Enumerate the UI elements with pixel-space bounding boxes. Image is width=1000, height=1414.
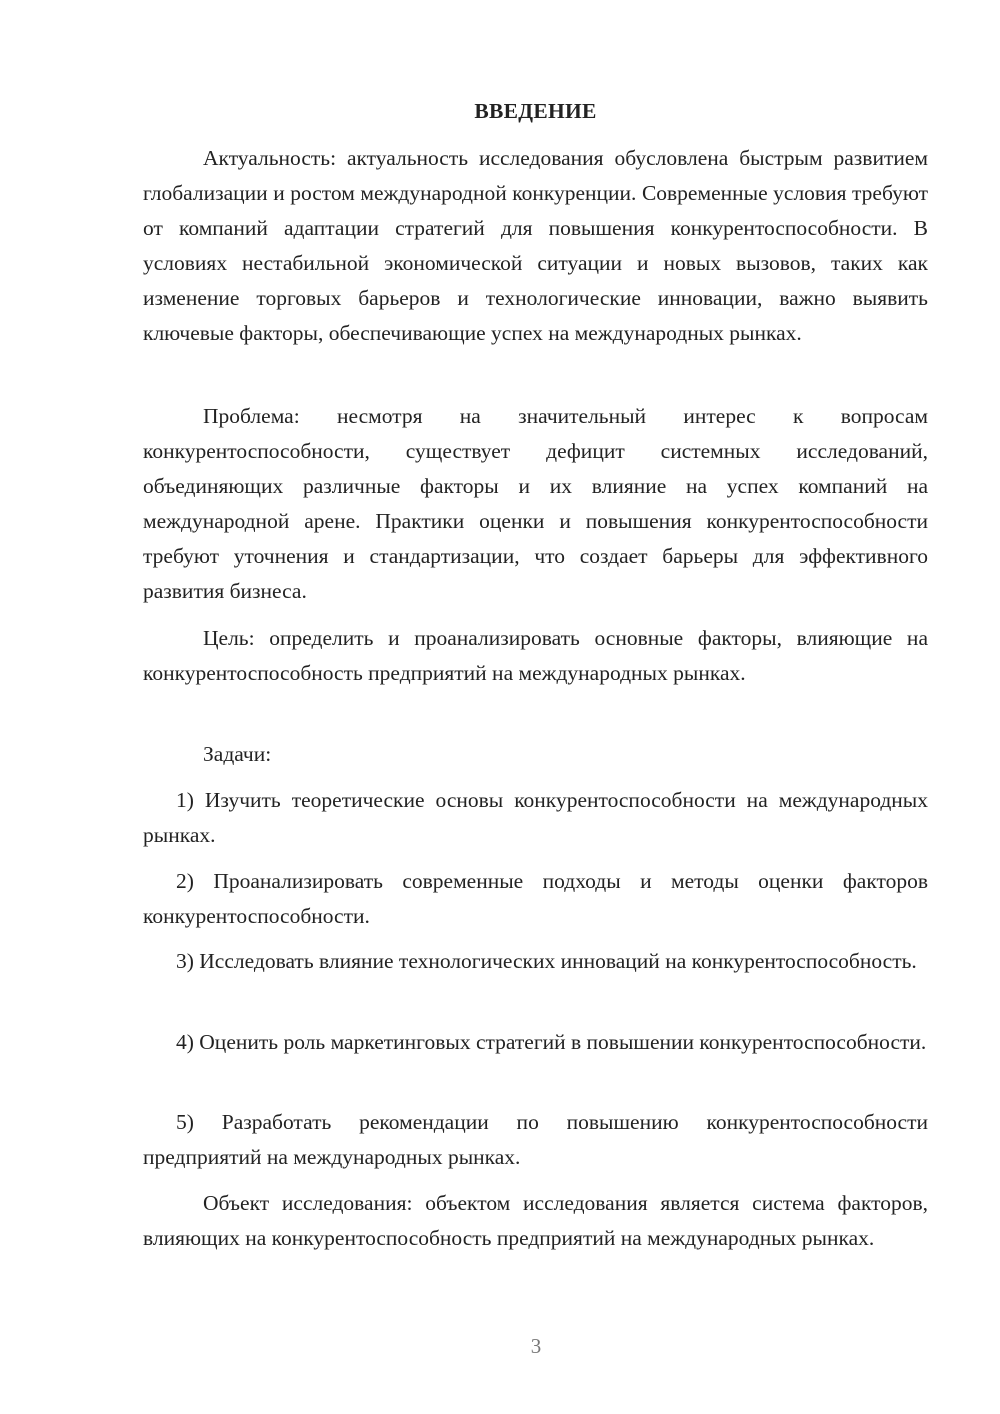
task-item-5: 5) Разработать рекомендации по повышению конкурентоспособности предприятий на международных рынках. bbox=[143, 1110, 928, 1170]
page-number: 3 bbox=[530, 1334, 542, 1358]
task-item-1: 1) Изучить теоретические основы конкурентоспособности на международных рынках. bbox=[143, 788, 928, 848]
tasks-label: Задачи: bbox=[203, 742, 272, 766]
task-item-2: 2) Проанализировать современные подходы и методы оценки факторов конкурентоспособности. bbox=[143, 869, 928, 929]
problem-paragraph: Проблема: несмотря на значительный интерес к вопросам конкурентоспособности, существует дефицит системных исследований, объединяющих различные факторы и их влияние на успех компаний на международной арене. Практики оценки и повышения конкурентоспособности требуют уточнения и стандартизации, что создает барьеры для эффективного развития бизнеса. bbox=[143, 404, 928, 604]
relevance-paragraph: Актуальность: актуальность исследования обусловлена быстрым развитием глобализации и ростом международной конкуренции. Современные условия требуют от компаний адаптации стратегий для повышения конкурентоспособности. В условиях нестабильной экономической ситуации и новых вызовов, таких как изменение торговых барьеров и технологические инновации, важно выявить ключевые факторы, обеспечивающие успех на международных рынках. bbox=[143, 146, 928, 346]
object-paragraph: Объект исследования: объектом исследования является система факторов, влияющих на конкурентоспособность предприятий на международных рынках. bbox=[143, 1191, 928, 1251]
goal-paragraph: Цель: определить и проанализировать основные факторы, влияющие на конкурентоспособность предприятий на международных рынках. bbox=[143, 626, 928, 686]
task-item-3: 3) Исследовать влияние технологических инноваций на конкурентоспособность. bbox=[176, 949, 917, 973]
task-item-4: 4) Оценить роль маркетинговых стратегий в повышении конкурентоспособности. bbox=[176, 1030, 927, 1054]
section-heading: ВВЕДЕНИЕ bbox=[474, 99, 597, 123]
